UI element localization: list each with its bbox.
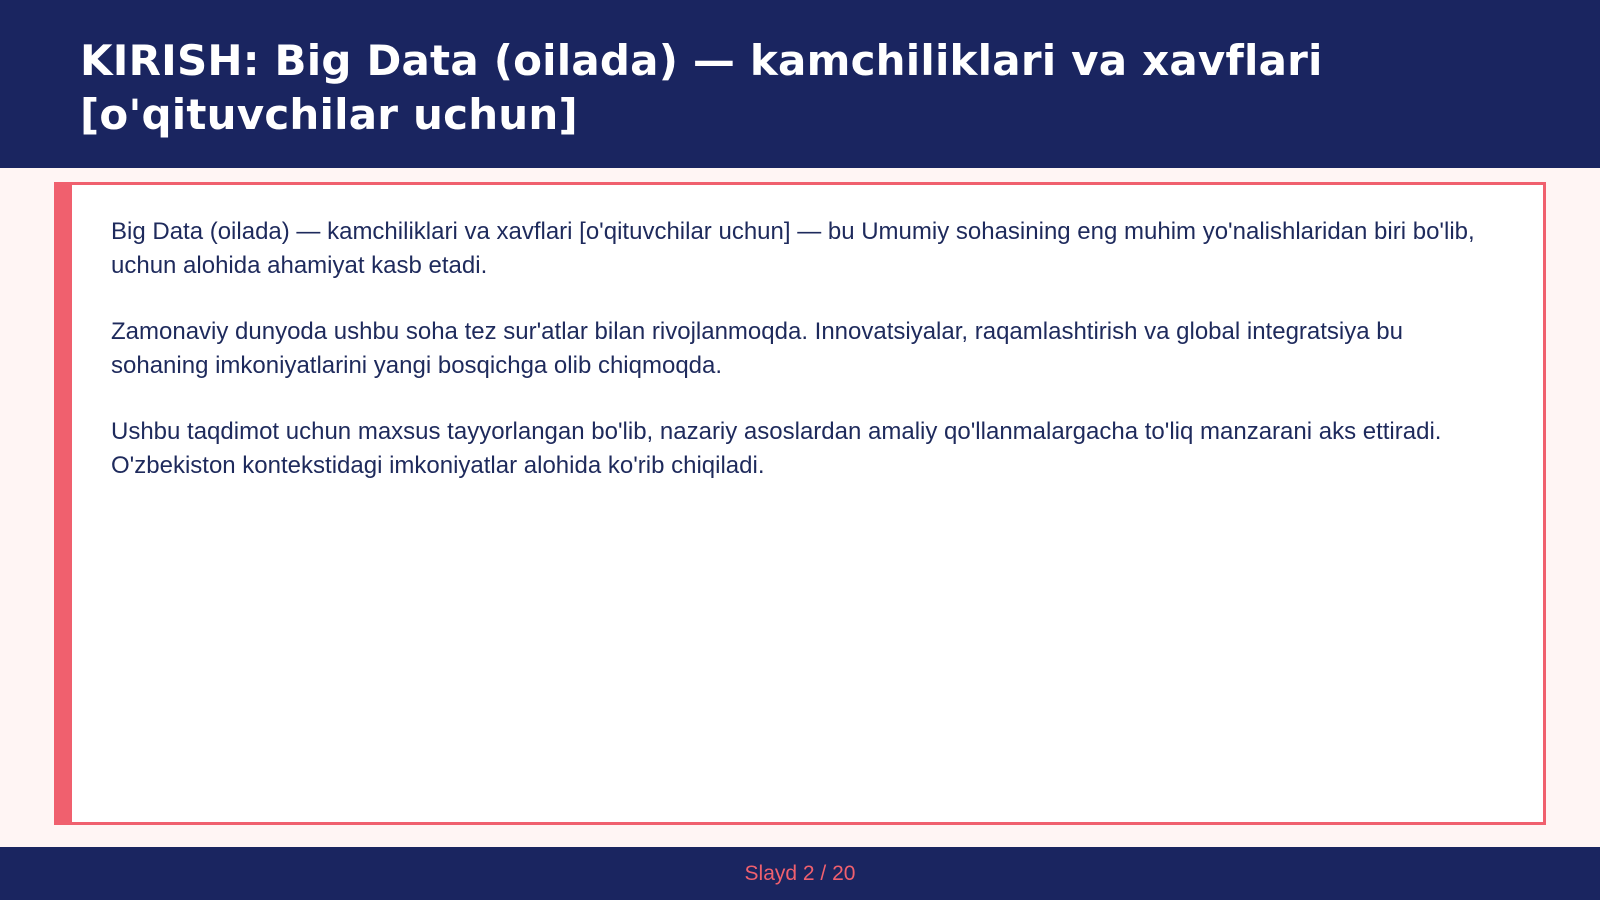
paragraph-presentation: Ushbu taqdimot uchun maxsus tayyorlangan bo'lib, nazariy asoslardan amaliy qo'llanmalargacha to'liq manzarani aks ettiradi. O'zbekiston kontekstidagi imkoniyatlar alohida ko'rib chiqiladi. (111, 418, 1442, 479)
slide-counter: Slayd 2 / 20 (744, 861, 856, 885)
slide-title: KIRISH: Big Data (oilada) — kamchiliklari va xavflari [o'qituvchilar uchun] (80, 36, 1323, 139)
content-body (111, 215, 1503, 515)
card-accent-bar (57, 185, 72, 822)
paragraph-modern-world: Zamonaviy dunyoda ushbu soha tez sur'atlar bilan rivojlanmoqda. Innovatsiyalar, raqamlashtirish va global integratsiya bu sohaning imkoniyatlarini yangi bosqichga olib chiqmoqda. (111, 318, 1403, 379)
slide-footer (0, 847, 1600, 900)
content-card (54, 182, 1546, 825)
slide-header (0, 0, 1600, 168)
paragraph-intro: Big Data (oilada) — kamchiliklari va xavflari [o'qituvchilar uchun] — bu Umumiy sohasining eng muhim yo'nalishlaridan biri bo'lib, uchun alohida ahamiyat kasb etadi. (111, 218, 1475, 279)
